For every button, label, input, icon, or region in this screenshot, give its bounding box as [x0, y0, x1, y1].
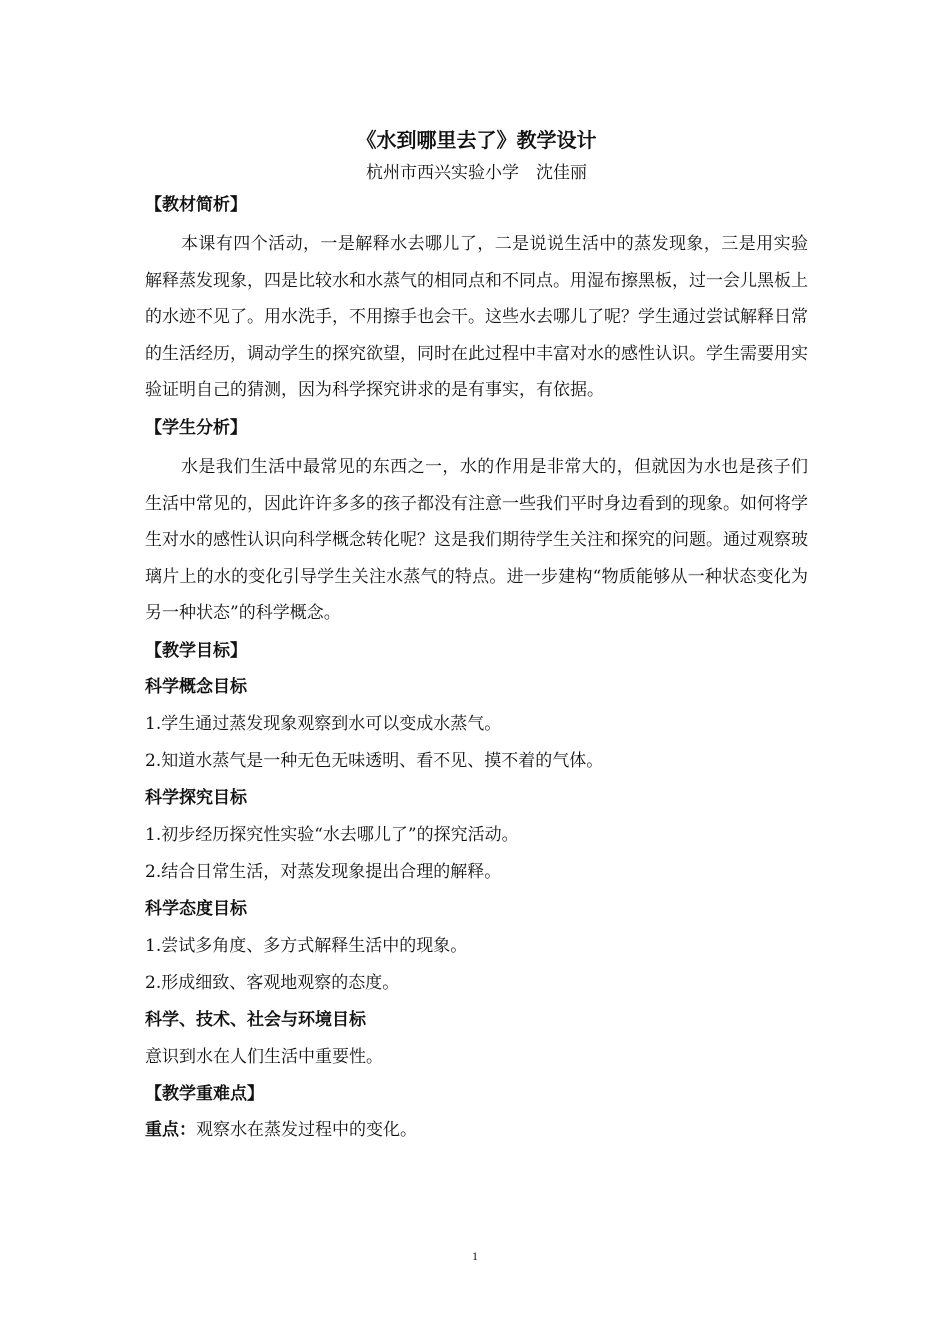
list-item: 1.学生通过蒸发现象观察到水可以变成水蒸气。: [145, 713, 502, 734]
subheading-attitude-goals: 科学态度目标: [145, 898, 247, 919]
list-item: 1.尝试多角度、多方式解释生活中的现象。: [145, 935, 468, 956]
keypoint-text: 观察水在蒸发过程中的变化。: [196, 1119, 417, 1140]
keypoint-line: [145, 1117, 808, 1143]
list-item: 2.知道水蒸气是一种无色无味透明、看不见、摸不着的气体。: [145, 750, 604, 771]
section-heading-textbook: 【教材简析】: [145, 195, 247, 215]
document-page: [145, 118, 808, 1143]
list-item: 1.初步经历探究性实验“水去哪儿了”的探究活动。: [145, 824, 519, 845]
list-item: 2.结合日常生活，对蒸发现象提出合理的解释。: [145, 861, 502, 882]
subheading-sts-goals: 科学、技术、社会与环境目标: [145, 1009, 366, 1030]
section-heading-keypoints: 【教学重难点】: [145, 1083, 264, 1104]
paragraph-students: 水是我们生活中最常见的东西之一，水的作用是非常大的，但就因为水也是孩子们生活中常见的，因此许许多多的孩子都没有注意一些我们平时身边看到的现象。如何将学生对水的感性认识向科学概念转化呢？这是我们期待学生关注和探究的问题。通过观察玻璃片上的水的变化引导学生关注水蒸气的特点。进一步建构“物质能够从一种状态变化为另一种状态”的科学概念。: [145, 456, 808, 624]
subheading-concept-goals: 科学概念目标: [145, 676, 247, 697]
section-heading-students: 【学生分析】: [145, 417, 247, 438]
keypoint-label: 重点：: [145, 1119, 196, 1140]
page-number: 1: [472, 1249, 478, 1263]
paragraph-textbook: 本课有四个活动，一是解释水去哪儿了，二是说说生活中的蒸发现象，三是用实验解释蒸发现象，四是比较水和水蒸气的相同点和不同点。用湿布擦黑板，过一会儿黑板上的水迹不见了。用水洗手，不用擦手也会干。这些水去哪儿了呢？学生通过尝试解释日常的生活经历，调动学生的探究欲望，同时在此过程中丰富对水的感性认识。学生需要用实验证明自己的猜测，因为科学探究讲求的是有事实，有依据。: [145, 234, 808, 401]
document-title: 《水到哪里去了》教学设计: [356, 128, 597, 152]
document-author: 杭州市西兴实验小学 沈佳丽: [366, 163, 587, 183]
section-heading-goals: 【教学目标】: [145, 640, 247, 661]
list-item: 2.形成细致、客观地观察的态度。: [145, 972, 400, 993]
subheading-inquiry-goals: 科学探究目标: [145, 787, 247, 808]
list-item: 意识到水在人们生活中重要性。: [145, 1046, 383, 1067]
